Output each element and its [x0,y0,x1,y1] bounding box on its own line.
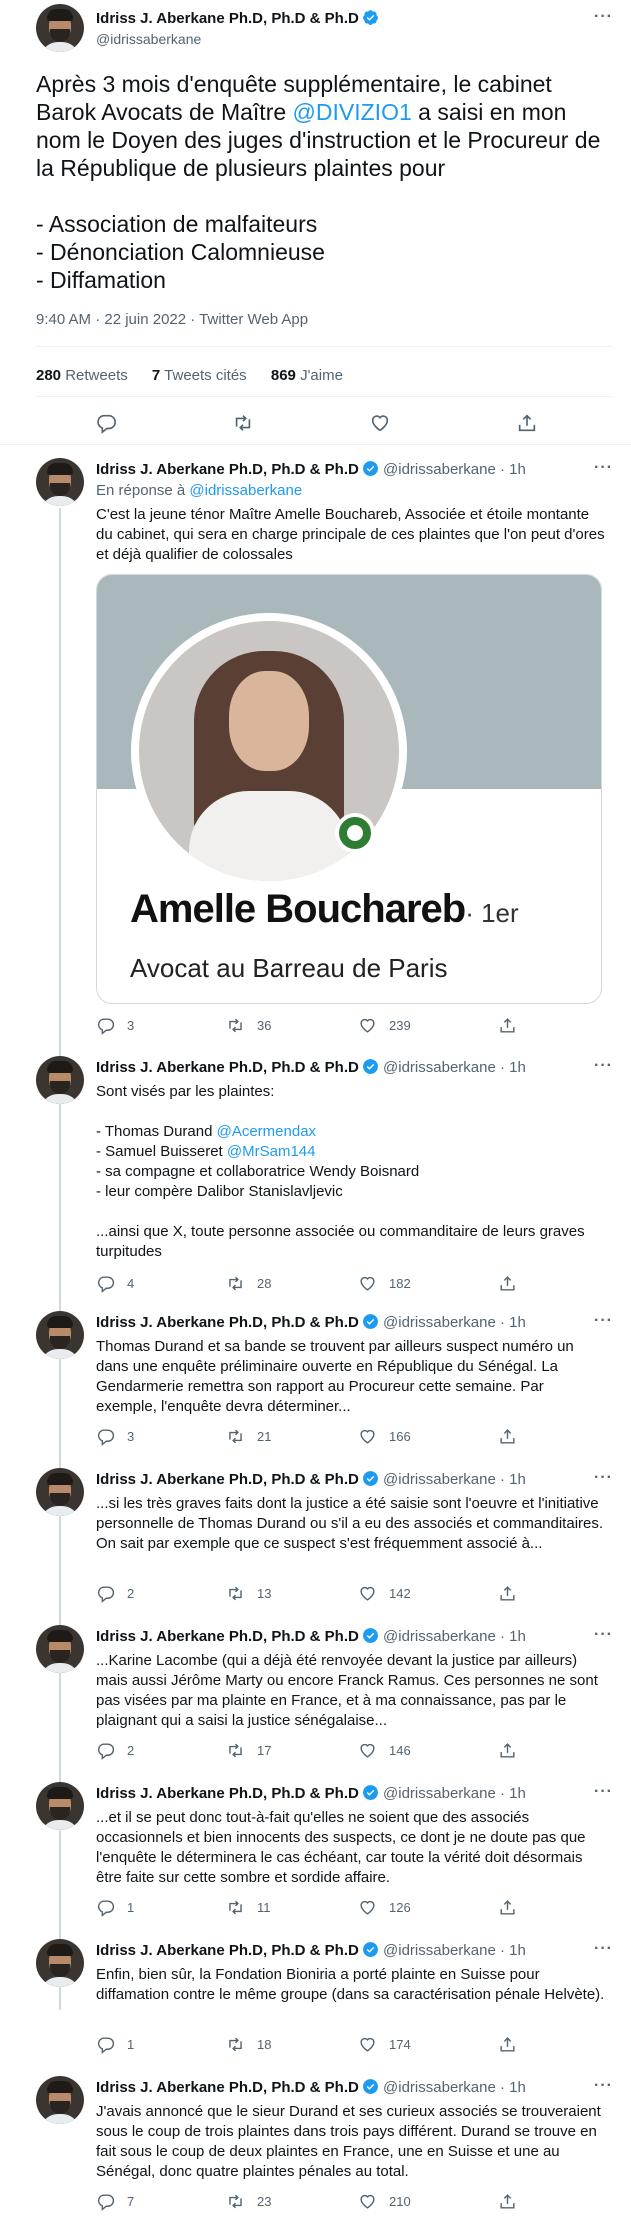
author-name[interactable] [96,9,379,27]
retweet-action[interactable] [226,1016,271,1035]
reply-count: 2 [127,1743,135,1758]
retweet-count: 36 [257,1018,272,1033]
reply-to-line [96,482,302,499]
author-handle[interactable]: @idrissaberkane [383,1314,496,1331]
retweet-icon[interactable] [232,412,254,434]
connection-degree: · 1er [465,898,519,928]
reply-count: 4 [127,1276,135,1291]
text-line: Sont visés par les plaintes: [96,1083,275,1100]
verified-icon [362,1941,379,1958]
author-handle[interactable]: @idrissaberkane [383,461,496,478]
reply-actions [96,1584,526,1606]
tweet-time[interactable]: · 1h [499,2079,526,2096]
main-text-part2: a saisi en mon nom le Doyen des juges d'instruction et le Procureur de la République de plusieurs plaintes pour - Association de malfaiteurs - Dénonciation Calomnieuse - Diffamation [36,99,601,293]
reply-icon [96,2035,115,2054]
reply-action[interactable] [96,1427,134,1446]
reply-actions [96,1898,526,1920]
retweet-action[interactable] [226,2035,271,2054]
author-handle[interactable]: @idrissaberkane [383,1059,496,1076]
reply-actions [96,1274,526,1296]
retweet-count: 11 [257,1900,271,1915]
reply-header [96,1313,526,1331]
retweet-icon [226,1898,245,1917]
quotes-stat[interactable] [152,367,247,384]
more-options-icon[interactable]: ··· [594,8,613,25]
author-avatar[interactable] [36,1625,84,1673]
likes-stat[interactable] [271,367,343,384]
more-options-icon[interactable]: ··· [594,459,613,476]
like-action[interactable] [358,1016,411,1035]
reply-actions [96,2192,526,2214]
retweet-count: 18 [257,2037,272,2052]
reply-actions [96,1016,526,1038]
like-count: 126 [389,1900,411,1915]
author-name-text: Idriss J. Aberkane Ph.D, Ph.D & Ph.D [96,10,359,27]
tweet-time[interactable]: · 1h [499,1628,526,1645]
reply-count: 3 [127,1018,135,1033]
likes-count: 869 [270,367,296,384]
share-icon[interactable] [516,412,538,434]
like-count: 210 [389,2194,411,2209]
like-count: 174 [389,2037,411,2052]
reply-text: Enfin, bien sûr, la Fondation Bioniria a porté plainte en Suisse pour diffamation contre le même groupe (dans sa caractérisation pénale Helvète). [96,1966,605,2003]
share-icon [498,2192,517,2211]
share-icon [498,1016,517,1035]
tweet-timestamp[interactable]: 9:40 AM · 22 juin 2022 · Twitter Web App [36,311,309,328]
reply-header [96,1470,526,1488]
like-count: 182 [389,1276,411,1291]
author-avatar[interactable] [36,458,84,506]
like-icon [358,1427,377,1446]
like-action[interactable] [358,1274,411,1293]
author-handle[interactable]: @idrissaberkane [383,1942,496,1959]
reply-count: 1 [127,2037,135,2052]
verified-icon [362,460,379,477]
retweet-action[interactable] [226,1427,271,1446]
reply-icon[interactable] [95,412,117,434]
verified-icon [362,1313,379,1330]
author-handle[interactable]: @idrissaberkane [383,1471,496,1488]
reply-header [96,1784,526,1802]
share-action[interactable] [498,1427,517,1446]
likes-label: J'aime [300,367,343,384]
author-handle[interactable]: @idrissaberkane [383,1628,496,1645]
share-action[interactable] [498,1584,517,1603]
like-icon [358,1584,377,1603]
text-line: ...ainsi que X, toute personne associée ou commanditaire de leurs graves turpitudes [96,1223,585,1260]
reply-text: ...Karine Lacombe (qui a déjà été renvoyée devant la justice par ailleurs) mais aussi Jérôme Marty ou encore Franck Ramus. Ces personnes ne sont pas visées par ma plainte en France, et à ma connaissance, pas par le plaignant qui a saisi la justice sénégalaise... [96,1652,598,1729]
reply-to-label: En réponse à [96,482,190,499]
retweet-icon [226,2035,245,2054]
retweets-stat[interactable] [36,367,128,384]
reply-header [96,2078,526,2096]
author-avatar[interactable] [36,1782,84,1830]
text-part: - Samuel Buisseret [96,1143,227,1160]
retweet-icon [226,1584,245,1603]
reply-header [96,460,526,478]
retweet-action[interactable] [226,1898,271,1917]
engagement-stats [36,367,363,384]
main-text-part1: Après 3 mois d'enquête supplémentaire, le cabinet Barok Avocats de Maître [36,71,559,125]
reply-action[interactable] [96,1274,134,1293]
author-name[interactable]: Idriss J. Aberkane Ph.D, Ph.D & Ph.D [96,1942,359,1959]
text-line [96,1142,606,1162]
reply-actions [96,2035,526,2057]
reply-text: ...si les très graves faits dont la justice a été saisie sont l'oeuvre et l'initiative personnelle de Thomas Durand ou s'il a eu des associés et commanditaires. On sait par exemple que ce suspect s'est fréquemment associé à... [96,1495,604,1552]
mention-link[interactable]: @Acermendax [216,1123,317,1140]
share-icon [498,1741,517,1760]
retweet-count: 21 [257,1429,272,1444]
retweet-icon [226,1016,245,1035]
verified-icon [362,1470,379,1487]
author-avatar[interactable] [36,1056,84,1104]
reply-action[interactable] [96,1584,134,1603]
author-avatar[interactable] [36,1311,84,1359]
share-action[interactable] [498,2192,517,2211]
share-action[interactable] [498,1898,517,1917]
reply-count: 7 [127,2194,135,2209]
text-line: - sa compagne et collaboratrice Wendy Boisnard [96,1163,420,1180]
author-name[interactable]: Idriss J. Aberkane Ph.D, Ph.D & Ph.D [96,461,359,478]
author-name[interactable]: Idriss J. Aberkane Ph.D, Ph.D & Ph.D [96,1059,359,1076]
author-handle[interactable]: @idrissaberkane [383,1785,496,1802]
share-icon [498,1274,517,1293]
verified-icon [362,9,379,26]
more-options-icon[interactable]: ··· [594,2077,613,2094]
verified-icon [362,2078,379,2095]
retweet-icon [226,2192,245,2211]
text-line [96,1122,606,1142]
verified-icon [362,1784,379,1801]
reply-icon [96,1741,115,1760]
share-icon [498,1584,517,1603]
more-options-icon[interactable]: ··· [594,1626,613,1643]
author-avatar[interactable] [36,1468,84,1516]
divider [36,346,613,347]
author-avatar[interactable] [36,2076,84,2124]
author-name[interactable]: Idriss J. Aberkane Ph.D, Ph.D & Ph.D [96,1628,359,1645]
retweet-icon [226,1741,245,1760]
reply-action[interactable] [96,1016,134,1035]
verified-icon [362,1627,379,1644]
share-action[interactable] [498,1741,517,1760]
share-icon [498,1898,517,1917]
reply-header [96,1058,526,1076]
author-name[interactable]: Idriss J. Aberkane Ph.D, Ph.D & Ph.D [96,1785,359,1802]
retweet-count: 28 [257,1276,272,1291]
reply-icon [96,1274,115,1293]
reply-action[interactable] [96,2192,134,2211]
reply-action[interactable] [96,1741,134,1760]
text-line: - leur compère Dalibor Stanislavljevic [96,1183,343,1200]
more-options-icon[interactable]: ··· [594,1783,613,1800]
retweet-count: 17 [257,1743,272,1758]
like-count: 166 [389,1429,411,1444]
like-icon [358,1016,377,1035]
more-options-icon[interactable]: ··· [594,1057,613,1074]
reply-icon [96,1584,115,1603]
mention-link[interactable]: @MrSam144 [226,1143,316,1160]
author-avatar[interactable] [36,1939,84,1987]
retweet-action[interactable] [226,1741,271,1760]
share-icon [498,1427,517,1446]
retweet-action[interactable] [226,1584,271,1603]
author-name[interactable]: Idriss J. Aberkane Ph.D, Ph.D & Ph.D [96,2079,359,2096]
retweet-action[interactable] [226,2192,271,2211]
reply-text: J'avais annoncé que le sieur Durand et ses curieux associés se trouveraient sous le coup de trois plaintes dans trois pays différent. Durand se trouve en fait sous le coup de deux plaintes en France, une en Suisse et une au Sénégal, donc quatre plaintes pénales au total. [96,2103,601,2180]
reply-text [96,1082,606,1262]
tweet-time[interactable]: · 1h [499,1942,526,1959]
reply-icon [96,1016,115,1035]
author-handle[interactable]: @idrissaberkane [383,2079,496,2096]
divider [0,444,631,445]
reply-actions [96,1741,526,1763]
reply-text: C'est la jeune ténor Maître Amelle Bouchareb, Associée et étoile montante du cabinet, qui sera en charge principale de ces plaintes que l'on peut d'ores et déjà qualifier de colossales [96,506,609,563]
reply-count: 2 [127,1586,135,1601]
retweet-action[interactable] [226,1274,271,1293]
verified-icon [362,1058,379,1075]
profile-card[interactable] [96,574,602,1004]
reply-action[interactable] [96,1898,134,1917]
retweets-label: Retweets [65,367,128,384]
more-options-icon[interactable]: ··· [594,1469,613,1486]
tweet-time[interactable]: · 1h [499,1059,526,1076]
share-action[interactable] [498,1016,517,1035]
retweet-count: 23 [257,2194,272,2209]
main-tweet-text [36,70,616,294]
mention-link[interactable]: @DIVIZIO1 [292,99,412,125]
profile-card-title [130,887,519,932]
author-handle[interactable]: @idrissaberkane [96,31,202,47]
more-options-icon[interactable]: ··· [594,1940,613,1957]
reply-text: Thomas Durand et sa bande se trouvent par ailleurs suspect numéro un dans une enquête préliminaire ouverte en République du Sénégal. La Gendarmerie remettra son rapport au Procureur cette semaine. Par exemple, l'enquête devra déterminer... [96,1338,574,1415]
share-action[interactable] [498,2035,517,2054]
like-count: 142 [389,1586,411,1601]
like-icon[interactable] [369,412,391,434]
reply-icon [96,1898,115,1917]
author-name[interactable]: Idriss J. Aberkane Ph.D, Ph.D & Ph.D [96,1471,359,1488]
reply-action[interactable] [96,2035,134,2054]
reply-header [96,1941,526,1959]
reply-count: 3 [127,1429,135,1444]
reply-header [96,1627,526,1645]
like-icon [358,1741,377,1760]
like-action[interactable] [358,1741,411,1760]
reply-to-handle[interactable]: @idrissaberkane [189,482,303,499]
text-part: - Thomas Durand [96,1123,217,1140]
tweet-time[interactable]: · 1h [499,461,526,478]
like-icon [358,1274,377,1293]
tweet-time[interactable]: · 1h [499,1314,526,1331]
online-status-icon [335,813,375,853]
retweets-count: 280 [36,367,62,384]
like-icon [358,2035,377,2054]
share-icon [498,2035,517,2054]
reply-icon [96,1427,115,1446]
reply-icon [96,2192,115,2211]
retweet-icon [226,1274,245,1293]
like-action[interactable] [358,2035,411,2054]
quotes-label: Tweets cités [164,367,247,384]
profile-name: Amelle Bouchareb [130,887,466,931]
like-count: 239 [389,1018,411,1033]
like-action[interactable] [358,1584,411,1603]
like-action[interactable] [358,1427,411,1446]
author-name[interactable]: Idriss J. Aberkane Ph.D, Ph.D & Ph.D [96,1314,359,1331]
tweet-time[interactable]: · 1h [499,1785,526,1802]
tweet-time[interactable]: · 1h [499,1471,526,1488]
like-action[interactable] [358,1898,411,1917]
quotes-count: 7 [151,367,161,384]
like-icon [358,1898,377,1917]
reply-text: ...et il se peut donc tout-à-fait qu'elles ne soient que des associés occasionnels et bien innocents des suspects, ce dont je ne doute pas que l'enquête le déterminera le cas échéant, car toute la vérité doit désormais être faite sur cette sombre et sordide affaire. [96,1809,586,1886]
main-tweet-actions [36,406,596,436]
like-count: 146 [389,1743,411,1758]
retweet-count: 13 [257,1586,272,1601]
share-action[interactable] [498,1274,517,1293]
retweet-icon [226,1427,245,1446]
reply-count: 1 [127,1900,135,1915]
like-icon [358,2192,377,2211]
reply-actions [96,1427,526,1449]
like-action[interactable] [358,2192,411,2211]
author-avatar[interactable] [36,4,84,52]
divider [36,396,613,397]
profile-headline: Avocat au Barreau de Paris [130,953,448,983]
more-options-icon[interactable]: ··· [594,1312,613,1329]
